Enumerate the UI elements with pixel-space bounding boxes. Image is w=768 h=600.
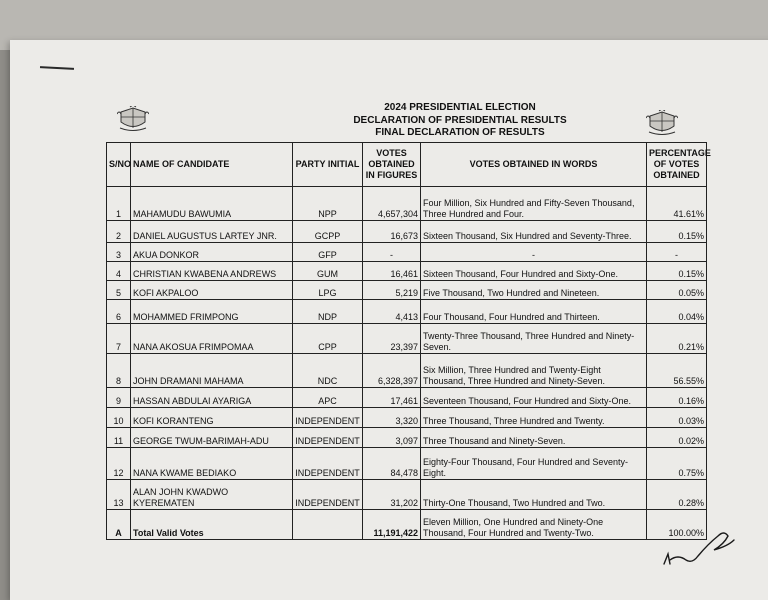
col-header-name: NAME OF CANDIDATE: [131, 143, 293, 187]
results-table: [106, 142, 711, 540]
cell-party: NPP: [293, 187, 363, 221]
col-header-votes-line1: VOTES: [376, 148, 407, 158]
total-row: [107, 510, 707, 540]
cell-name: KOFI KORANTENG: [131, 408, 293, 428]
cell-words: Eighty-Four Thousand, Four Hundred and Seventy-Eight.: [421, 448, 647, 480]
cell-votes: 4,657,304: [363, 187, 421, 221]
cell-words: Six Million, Three Hundred and Twenty-Eight Thousand, Three Hundred and Ninety-Seven.: [421, 354, 647, 388]
cell-words: Seventeen Thousand, Four Hundred and Sixty-One.: [421, 388, 647, 408]
cell-words: Three Thousand and Ninety-Seven.: [421, 428, 647, 448]
total-pct: 100.00%: [647, 510, 707, 540]
cell-party: CPP: [293, 324, 363, 354]
cell-party: APC: [293, 388, 363, 408]
cell-sn: 8: [107, 354, 131, 388]
cell-pct: 0.03%: [647, 408, 707, 428]
cell-words: Four Thousand, Four Hundred and Thirteen.: [421, 300, 647, 324]
table-row: [107, 428, 707, 448]
cell-name: NANA AKOSUA FRIMPOMAA: [131, 324, 293, 354]
cell-name: HASSAN ABDULAI AYARIGA: [131, 388, 293, 408]
cell-pct: 0.21%: [647, 324, 707, 354]
cell-name: GEORGE TWUM-BARIMAH-ADU: [131, 428, 293, 448]
cell-votes: -: [363, 243, 421, 262]
cell-words: Sixteen Thousand, Six Hundred and Seventy-Three.: [421, 221, 647, 243]
cell-party: INDEPENDENT: [293, 428, 363, 448]
cell-name: DANIEL AUGUSTUS LARTEY JNR.: [131, 221, 293, 243]
cell-pct: 0.05%: [647, 281, 707, 300]
table-row: [107, 448, 707, 480]
cell-votes: 23,397: [363, 324, 421, 354]
table-row: [107, 324, 707, 354]
cell-pct: -: [647, 243, 707, 262]
coat-of-arms-left-icon: [117, 106, 149, 132]
cell-votes: 5,219: [363, 281, 421, 300]
cell-words: Thirty-One Thousand, Two Hundred and Two.: [421, 480, 647, 510]
cell-words: Four Million, Six Hundred and Fifty-Seven Thousand, Three Hundred and Four.: [421, 187, 647, 221]
table-row: [107, 281, 707, 300]
total-words: Eleven Million, One Hundred and Ninety-One Thousand, Four Hundred and Twenty-Two.: [421, 510, 647, 540]
cell-votes: 31,202: [363, 480, 421, 510]
cell-name: NANA KWAME BEDIAKO: [131, 448, 293, 480]
cell-party: NDC: [293, 354, 363, 388]
title-line-1: 2024 PRESIDENTIAL ELECTION: [384, 102, 536, 113]
table-row: [107, 221, 707, 243]
cell-pct: 0.15%: [647, 221, 707, 243]
cell-sn: 12: [107, 448, 131, 480]
cell-name: AKUA DONKOR: [131, 243, 293, 262]
total-party-empty: [293, 510, 363, 540]
cell-votes: 84,478: [363, 448, 421, 480]
cell-sn: 7: [107, 324, 131, 354]
document-header: [240, 102, 680, 140]
col-header-votes-line3: IN FIGURES: [365, 170, 418, 180]
cell-party: GFP: [293, 243, 363, 262]
cell-sn: 4: [107, 262, 131, 281]
cell-votes: 4,413: [363, 300, 421, 324]
cell-party: LPG: [293, 281, 363, 300]
col-header-pct-line3: OBTAINED: [653, 170, 700, 180]
col-header-party: PARTY INITIAL: [293, 143, 363, 187]
cell-votes: 3,320: [363, 408, 421, 428]
cell-pct: 56.55%: [647, 354, 707, 388]
col-header-pct-line1: PERCENTAGE: [649, 148, 711, 158]
cell-name: CHRISTIAN KWABENA ANDREWS: [131, 262, 293, 281]
table-row: [107, 262, 707, 281]
cell-words: -: [421, 243, 647, 262]
cell-words: Five Thousand, Two Hundred and Nineteen.: [421, 281, 647, 300]
col-header-votes: [363, 143, 421, 187]
cell-sn: 5: [107, 281, 131, 300]
col-header-words: VOTES OBTAINED IN WORDS: [421, 143, 647, 187]
cell-pct: 0.16%: [647, 388, 707, 408]
cell-words: Twenty-Three Thousand, Three Hundred and Ninety-Seven.: [421, 324, 647, 354]
cell-pct: 0.02%: [647, 428, 707, 448]
cell-sn: 10: [107, 408, 131, 428]
title-line-2: DECLARATION OF PRESIDENTIAL RESULTS: [353, 114, 567, 126]
cell-pct: 0.04%: [647, 300, 707, 324]
table-row: [107, 187, 707, 221]
cell-sn: 11: [107, 428, 131, 448]
cell-name: JOHN DRAMANI MAHAMA: [131, 354, 293, 388]
cell-name: ALAN JOHN KWADWO KYEREMATEN: [131, 480, 293, 510]
col-header-pct: [647, 143, 711, 187]
table-row: [107, 243, 707, 262]
cell-party: INDEPENDENT: [293, 448, 363, 480]
cell-party: GCPP: [293, 221, 363, 243]
cell-name: MOHAMMED FRIMPONG: [131, 300, 293, 324]
cell-words: Sixteen Thousand, Four Hundred and Sixty-One.: [421, 262, 647, 281]
cell-pct: 0.28%: [647, 480, 707, 510]
cell-sn: 13: [107, 480, 131, 510]
cell-party: INDEPENDENT: [293, 480, 363, 510]
total-label: Total Valid Votes: [131, 510, 293, 540]
table-row: [107, 388, 707, 408]
cell-party: INDEPENDENT: [293, 408, 363, 428]
cell-votes: 16,461: [363, 262, 421, 281]
cell-party: NDP: [293, 300, 363, 324]
cell-name: MAHAMUDU BAWUMIA: [131, 187, 293, 221]
cell-sn: 3: [107, 243, 131, 262]
cell-votes: 3,097: [363, 428, 421, 448]
col-header-pct-line2: OF VOTES: [653, 159, 700, 169]
cell-words: Three Thousand, Three Hundred and Twenty.: [421, 408, 647, 428]
table-header-row: [107, 143, 707, 187]
cell-votes: 16,673: [363, 221, 421, 243]
title-line-3: FINAL DECLARATION OF RESULTS: [375, 127, 545, 138]
cell-sn: 9: [107, 388, 131, 408]
cell-sn: 6: [107, 300, 131, 324]
table-row: [107, 480, 707, 510]
cell-party: GUM: [293, 262, 363, 281]
cell-sn: 2: [107, 221, 131, 243]
handwritten-signature: [658, 524, 738, 570]
cell-votes: 6,328,397: [363, 354, 421, 388]
cell-pct: 0.75%: [647, 448, 707, 480]
col-header-sn: S/NO: [107, 143, 131, 187]
table-row: [107, 354, 707, 388]
table-row: [107, 408, 707, 428]
cell-pct: 41.61%: [647, 187, 707, 221]
total-sn: A: [107, 510, 131, 540]
cell-name: KOFI AKPALOO: [131, 281, 293, 300]
cell-votes: 17,461: [363, 388, 421, 408]
col-header-votes-line2: OBTAINED: [368, 159, 415, 169]
cell-sn: 1: [107, 187, 131, 221]
table-row: [107, 300, 707, 324]
cell-pct: 0.15%: [647, 262, 707, 281]
total-votes: 11,191,422: [363, 510, 421, 540]
